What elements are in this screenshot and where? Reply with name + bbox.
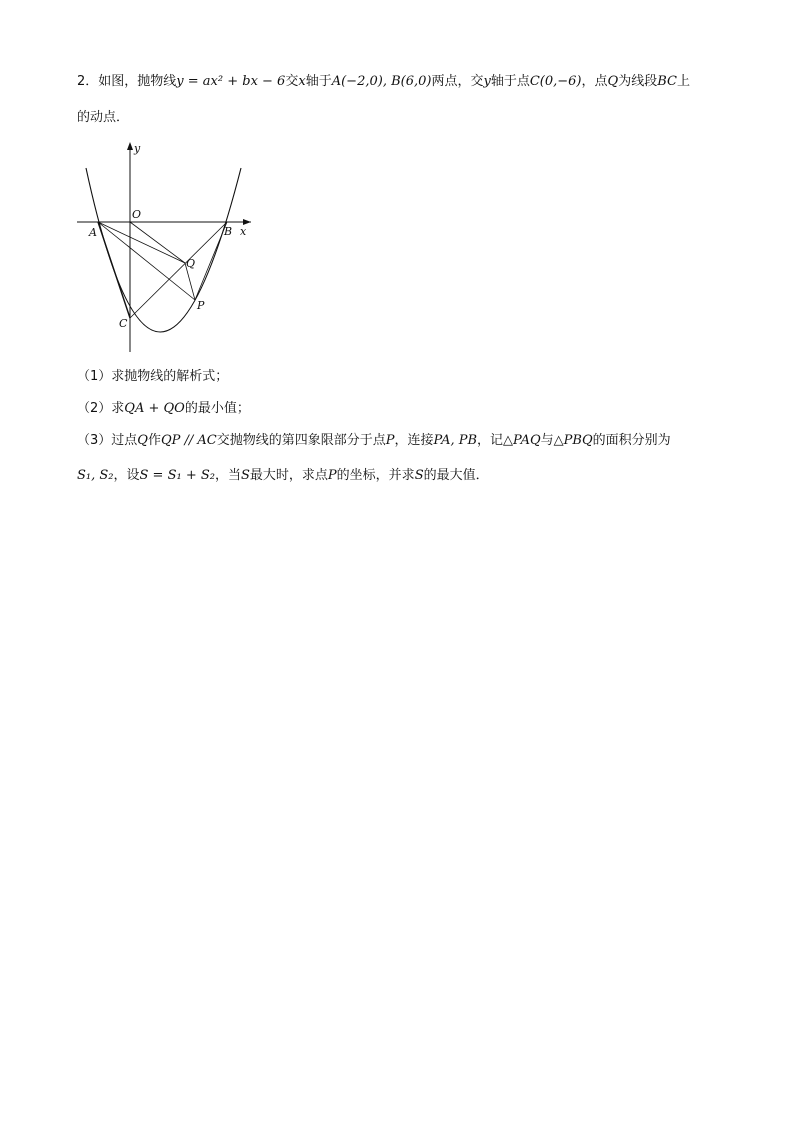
part-3-line1: （3）过点Q作QP // AC交抛物线的第四象限部分于点P，连接PA, PB，记△PAQ与△PBQ的面积分别为 xyxy=(77,433,671,448)
segment-pb xyxy=(195,222,227,300)
label-b: B xyxy=(224,225,233,238)
parabola-diagram xyxy=(75,138,260,356)
label-o: O xyxy=(132,208,142,221)
segment-ac xyxy=(98,222,130,318)
parallel-expression: QP // AC xyxy=(160,433,217,448)
y-axis-arrow-icon xyxy=(127,142,133,150)
label-p: P xyxy=(197,299,205,312)
label-a: A xyxy=(89,226,97,239)
label-y: y xyxy=(134,142,141,155)
problem-stem-line1: 2．如图，抛物线y = ax² + bx − 6交x轴于A(−2,0), B(6,0)两点，交y轴于点C(0,−6)，点Q为线段BC上 xyxy=(77,74,690,89)
part-2: （2）求QA + QO的最小值； xyxy=(77,401,250,416)
problem-number: 2． xyxy=(77,74,99,89)
part-3-line2: S₁, S₂，设S = S₁ + S₂，当S最大时，求点P的坐标，并求S的最大值． xyxy=(77,468,489,483)
label-c: C xyxy=(119,317,128,330)
part-1: （1）求抛物线的解析式； xyxy=(77,369,229,384)
parabola-equation: y = ax² + bx − 6 xyxy=(176,74,286,89)
point-c: C(0,−6) xyxy=(529,74,582,89)
points-a-b: A(−2,0), B(6,0) xyxy=(331,74,432,89)
label-q: Q xyxy=(186,257,196,270)
segment-bc xyxy=(130,222,227,318)
part-2-expression: QA + QO xyxy=(124,401,185,416)
parabola-curve xyxy=(86,168,241,332)
problem-stem-line2: 的动点． xyxy=(77,110,130,125)
label-x: x xyxy=(240,225,247,238)
segment-oq xyxy=(130,222,185,263)
parabola-figure xyxy=(75,138,260,356)
